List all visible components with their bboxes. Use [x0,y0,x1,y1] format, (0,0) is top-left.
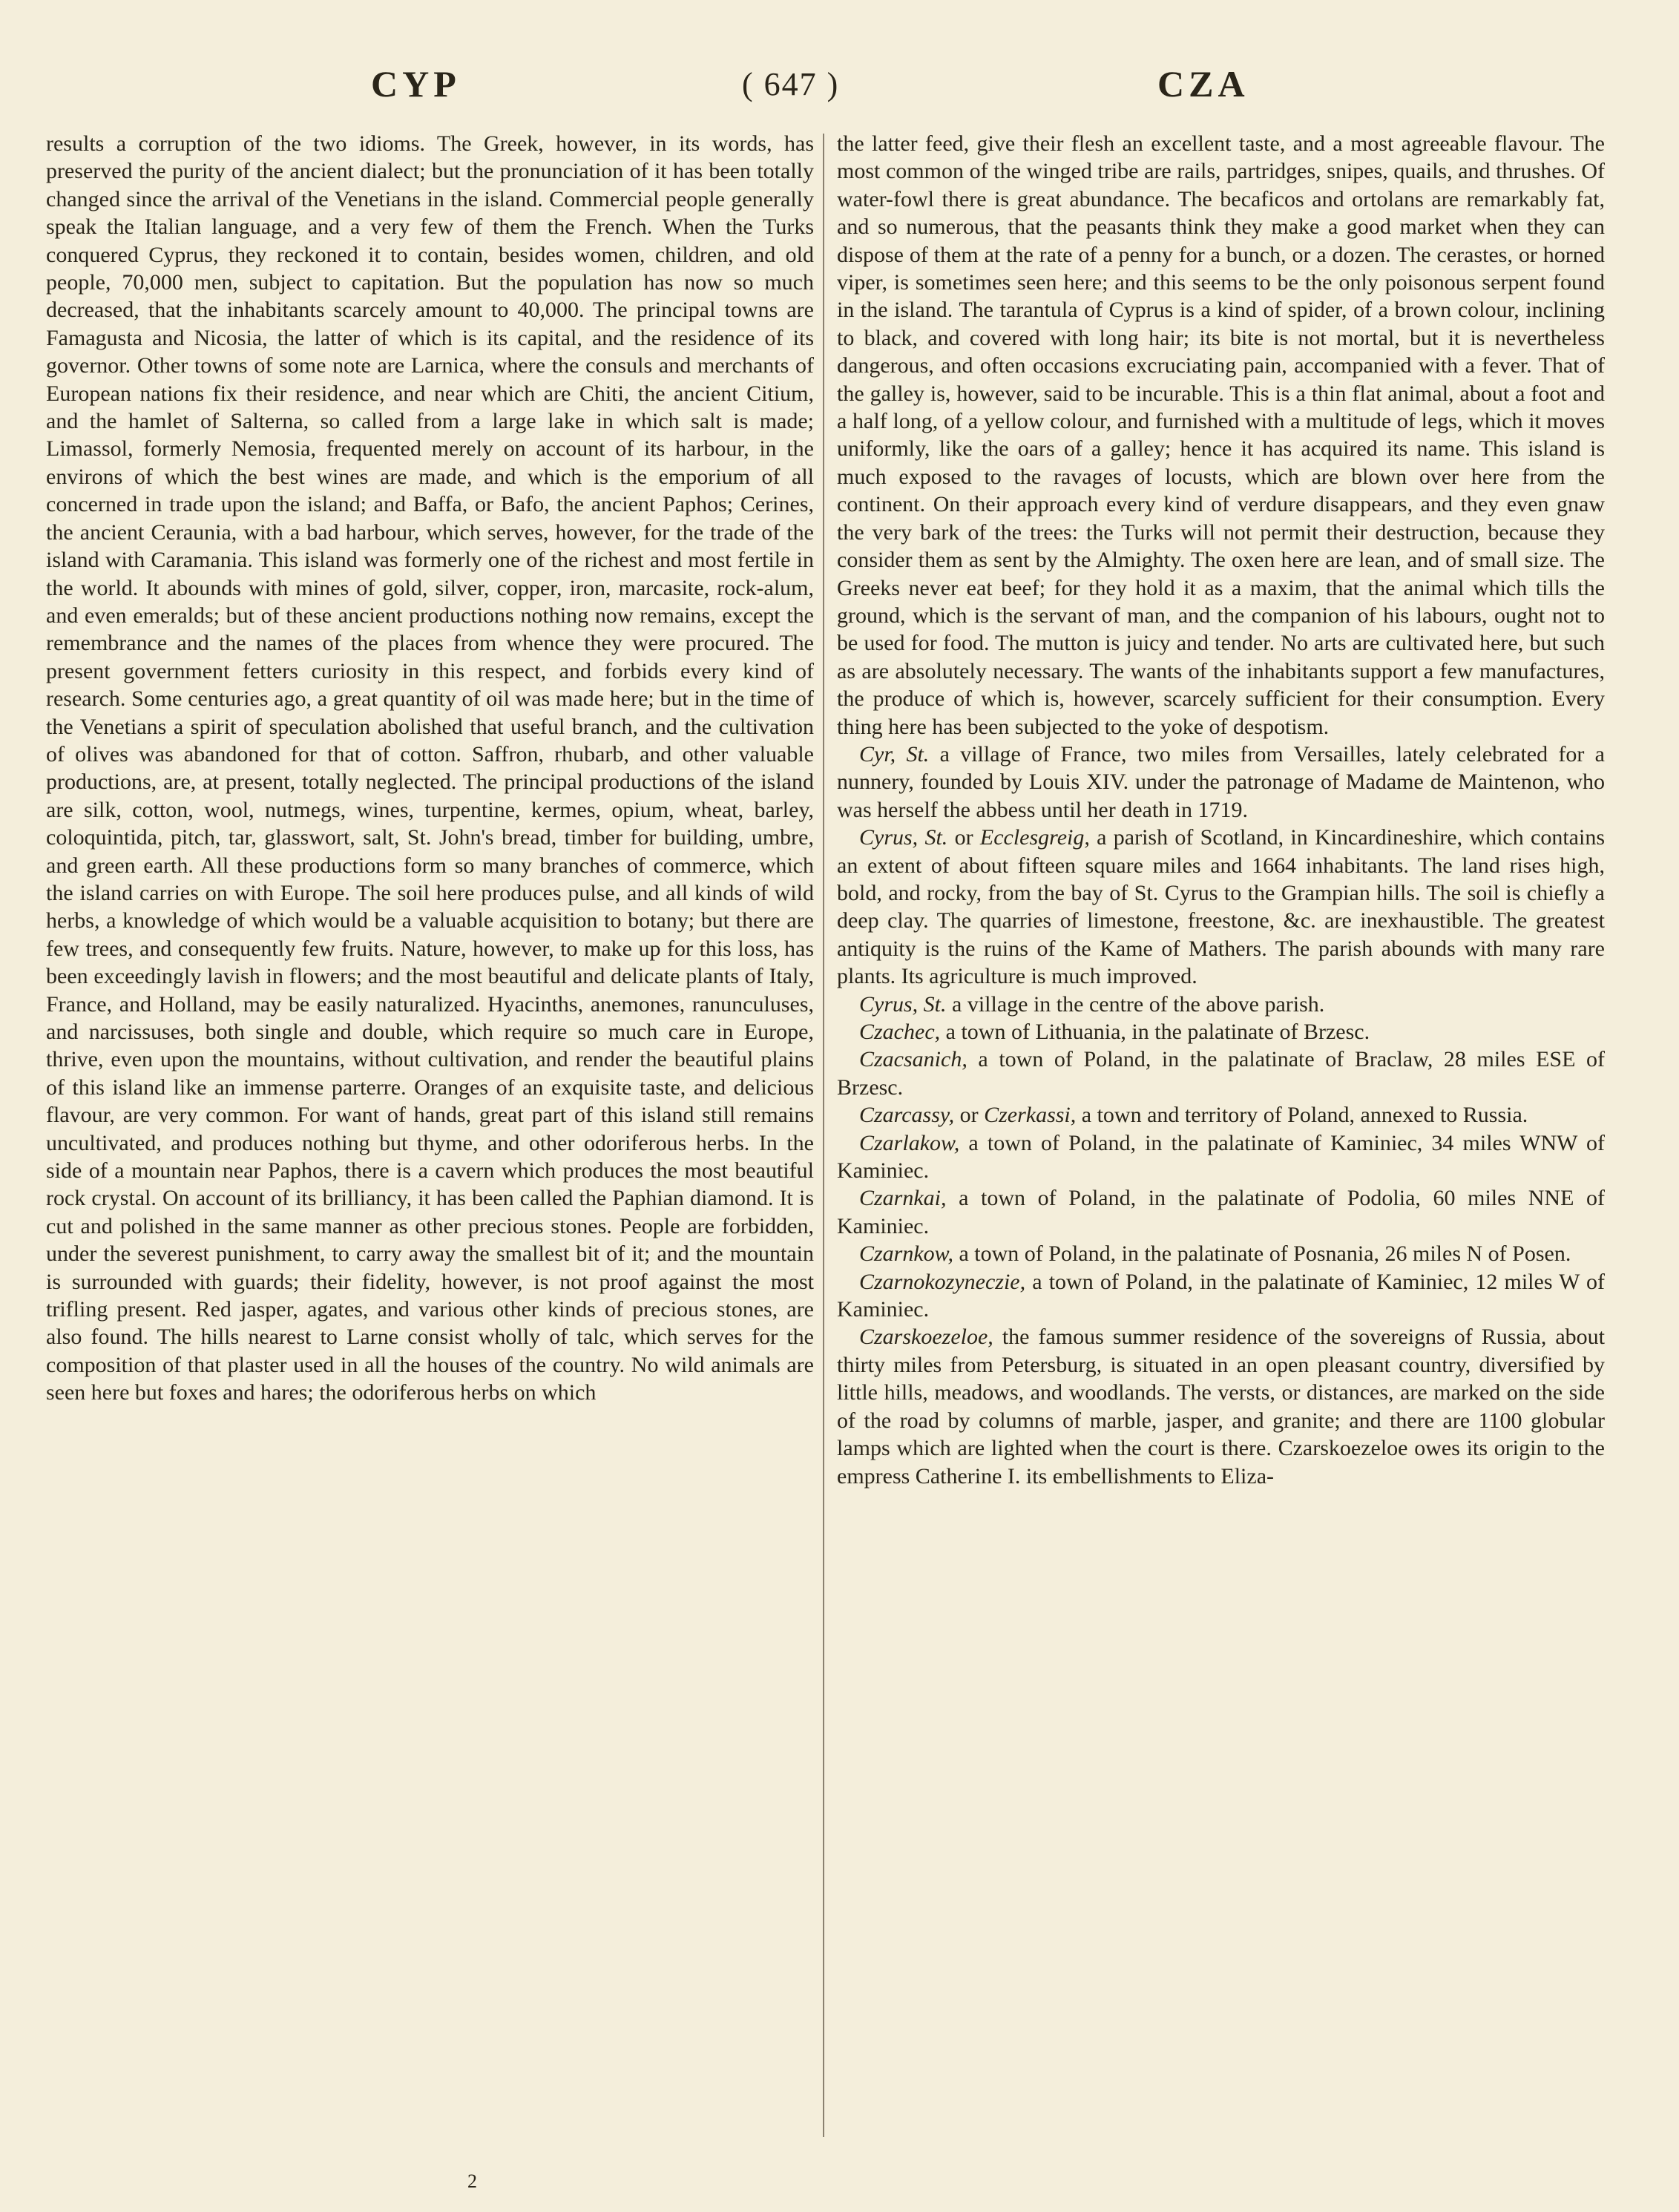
entry-czachec [837,1018,1605,1046]
entry-czarcassy [837,1101,1605,1129]
page-number: ( 647 ) [742,66,840,102]
header-right-catchword: CZA [1157,63,1249,105]
entry-body: a town of Poland, in the palatinate of Kaminiec, 34 miles WNW of Kaminiec. [837,1130,1605,1184]
entry-alt-headword: Ecclesgreig, [979,825,1090,850]
left-column-text: results a corruption of the two idioms. The Greek, however, in its words, has preserved the purity of the ancient dialect; but the pronunciation of it has been totally changed since the arrival of the Venetians in the island. Commercial people generally speak the Italian language, and a very few of them the French. When the Turks conquered Cyprus, they reckoned it to contain, besides women, children, and old people, 70,000 men, subject to capitation. But the population has now so much decreased, that the inhabitants scarcely amount to 40,000. The principal towns are Famagusta and Nicosia, the latter of which is its capital, and the residence of its governor. Other towns of some note are Larnica, where the consuls and merchants of European nations fix their residence, and near which are Chiti, the ancient Citium, and the hamlet of Salterna, so called from a large lake in which salt is made; Limassol, formerly Nemosia, frequented merely on account of its harbour, in the environs of which the best wines are made, and which is the emporium of all concerned in trade upon the island; and Baffa, or Bafo, the ancient Paphos; Cerines, the ancient Ceraunia, with a bad harbour, which serves, however, for the trade of the island with Caramania. This island was formerly one of the richest and most fertile in the world. It abounds with mines of gold, silver, copper, iron, marcasite, rock-alum, and even emeralds; but of these ancient productions nothing now remains, except the remembrance and the names of the places from whence they were procured. The present government fetters curiosity in this respect, and forbids every kind of research. Some centuries ago, a great quantity of oil was made here; but in the time of the Venetians a spirit of speculation abolished that useful branch, and the cultivation of olives was abandoned for that of cotton. Saffron, rhubarb, and other valuable productions, are, at present, totally neglected. The principal productions of the island are silk, cotton, wool, nutmegs, wines, turpentine, kermes, opium, wheat, barley, coloquintida, pitch, tar, glasswort, salt, St. John's bread, timber for building, umbre, and green earth. All these productions form so many branches of commerce, which the island carries on with Europe. The soil here produces pulse, and all kinds of wild herbs, a knowledge of which would be a valuable acquisition to botany; but there are few trees, and consequently few fruits. Nature, however, to make up for this loss, has been exceedingly lavish in flowers; and the most beautiful and delicate plants of Italy, France, and Holland, may be easily naturalized. Hyacinths, anemones, ranunculuses, and narcissuses, both single and double, which require so much care in Europe, thrive, even upon the mountains, without cultivation, and render the beautiful plains of this island like an immense parterre. Oranges of an exquisite taste, and delicious flavour, are very common. For want of hands, great part of this island still remains uncultivated, and produces nothing but thyme, and other odoriferous herbs. In the side of a mountain near Paphos, there is a cavern which produces the most beautiful rock crystal. On account of its brilliancy, it has been called the Paphian diamond. It is cut and polished in the same manner as other precious stones. People are forbidden, under the severest punishment, to carry away the smallest bit of it; and the mountain is surrounded with guards; their fidelity, however, is not proof against the most trifling present. Red jasper, agates, and various other kinds of precious stones, are also found. The hills nearest to Larne consist wholly of talc, which serves for the composition of that plaster used in all the houses of the country. No wild animals are seen here but foxes and hares; the odoriferous herbs on which [46,131,814,1405]
header-left-catchword: CYP [371,63,461,105]
right-column-continuation: the latter feed, give their flesh an excellent taste, and a most agreeable flavour. The most common of the winged tribe are rails, partridges, snipes, quails, and thrushes. Of water-fowl there is great abundance. The becaficos and ortolans are remarkably fat, and so numerous, that the peasants think they make a good market when they can dispose of them at the rate of a penny for a bunch, or a dozen. The cerastes, or horned viper, is sometimes seen here; and this seems to be the only poisonous serpent found in the island. The tarantula of Cyprus is a kind of spider, of a brown colour, inclining to black, and covered with long hair; its bite is not mortal, but it is nevertheless dangerous, and often occasions excruciating pain, accompanied with a fever. That of the galley is, however, said to be incurable. This is a thin flat animal, about a foot and a half long, of a yellow colour, and furnished with a multitude of legs, which it moves uniformly, like the oars of a galley; hence it has acquired its name. This island is much exposed to the ravages of locusts, which are blown over here from the continent. On their approach every kind of verdure disappears, and they even gnaw the very bark of the trees: the Turks will not permit their destruction, because they consider them as sent by the Almighty. The oxen here are lean, and of small size. The Greeks never eat beef; for they hold it as a maxim, that the animal which tills the ground, which is the servant of man, and the companion of his labours, ought not to be used for food. The mutton is juicy and tender. No arts are cultivated here, but such as are absolutely necessary. The wants of the inhabitants support a few manufactures, the produce of which is, however, scarcely sufficient for their consumption. Every thing here has been subjected to the yoke of despotism. [837,131,1605,739]
entry-body: a village in the centre of the above parish. [946,991,1325,1017]
entry-headword: Cyrus, St. [859,825,948,850]
entry-body: a parish of Scotland, in Kincardineshire, which contains an extent of about fifteen square miles and 1664 inhabitants. The land rises high, bold, and rocky, from the bay of St. Cyrus to the Grampian hills. The soil is chiefly a deep clay. The quarries of limestone, freestone, &c. are inexhaustible. The greatest antiquity is the ruins of the Kame of Mathers. The parish abounds with many rare plants. Its agriculture is much improved. [837,825,1605,989]
entry-headword: Czachec, [859,1020,941,1044]
entry-headword: Czarcassy, [859,1103,955,1128]
entry-body: a village of France, two miles from Versailles, lately celebrated for a nunnery, founded by Louis XIV. under the patronage of Madame de Maintenon, who was herself the abbess until her death in 1719. [837,741,1605,822]
entry-body: a town of Poland, in the palatinate of Posnania, 26 miles N of Posen. [953,1241,1571,1267]
entry-headword: Cyr, St. [859,741,930,767]
entry-cyrus-st-village [837,991,1605,1018]
column-divider [823,134,824,2137]
entry-alt-headword: Czerkassi, [984,1103,1077,1128]
right-column [837,130,1605,1490]
entry-czarnokozyneczie [837,1268,1605,1324]
entry-body: a town of Poland, in the palatinate of Braclaw, 28 miles ESE of Brzesc. [837,1047,1605,1100]
entry-czacsanich [837,1046,1605,1101]
signature-mark: 2 [467,2170,477,2192]
entry-cyrus-st-parish [837,824,1605,990]
entry-headword: Czarnkow, [859,1241,953,1267]
running-header [0,62,1679,114]
entry-headword: Czarnkai, [859,1186,947,1211]
entry-body: a town of Poland, in the palatinate of Kaminiec, 12 miles W of Kaminiec. [837,1269,1605,1322]
entry-czarnkow [837,1240,1605,1267]
left-column [46,130,814,1407]
entry-body: a town of Lithuania, in the palatinate of Brzesc. [940,1020,1370,1044]
entry-headword: Czarlakow, [859,1130,960,1155]
entry-headword: Czacsanich, [859,1047,967,1072]
entry-connector: or [947,825,980,850]
entry-connector: or [954,1103,985,1128]
entry-body: a town and territory of Poland, annexed to Russia. [1076,1103,1528,1128]
entry-headword: Czarnokozyneczie, [859,1269,1026,1294]
entry-body: the famous summer residence of the sovereigns of Russia, about thirty miles from Petersburg, is situated in an open pleasant country, diversified by little hills, meadows, and woodlands. The versts, or distances, are marked on the side of the road by columns of marble, jasper, and granite; and there are 1100 globular lamps which are lighted when the court is there. Czarskoezeloe owes its origin to the empress Catherine I. its embellishments to Eliza- [837,1325,1605,1489]
entry-czarskoezeloe [837,1323,1605,1489]
entry-czarlakow [837,1129,1605,1185]
entry-headword: Cyrus, St. [859,991,947,1017]
entry-cyr-st [837,741,1605,824]
entry-body: a town of Poland, in the palatinate of Podolia, 60 miles NNE of Kaminiec. [837,1186,1605,1238]
entry-headword: Czarskoezeloe, [859,1325,993,1350]
entry-czarnkai [837,1184,1605,1240]
